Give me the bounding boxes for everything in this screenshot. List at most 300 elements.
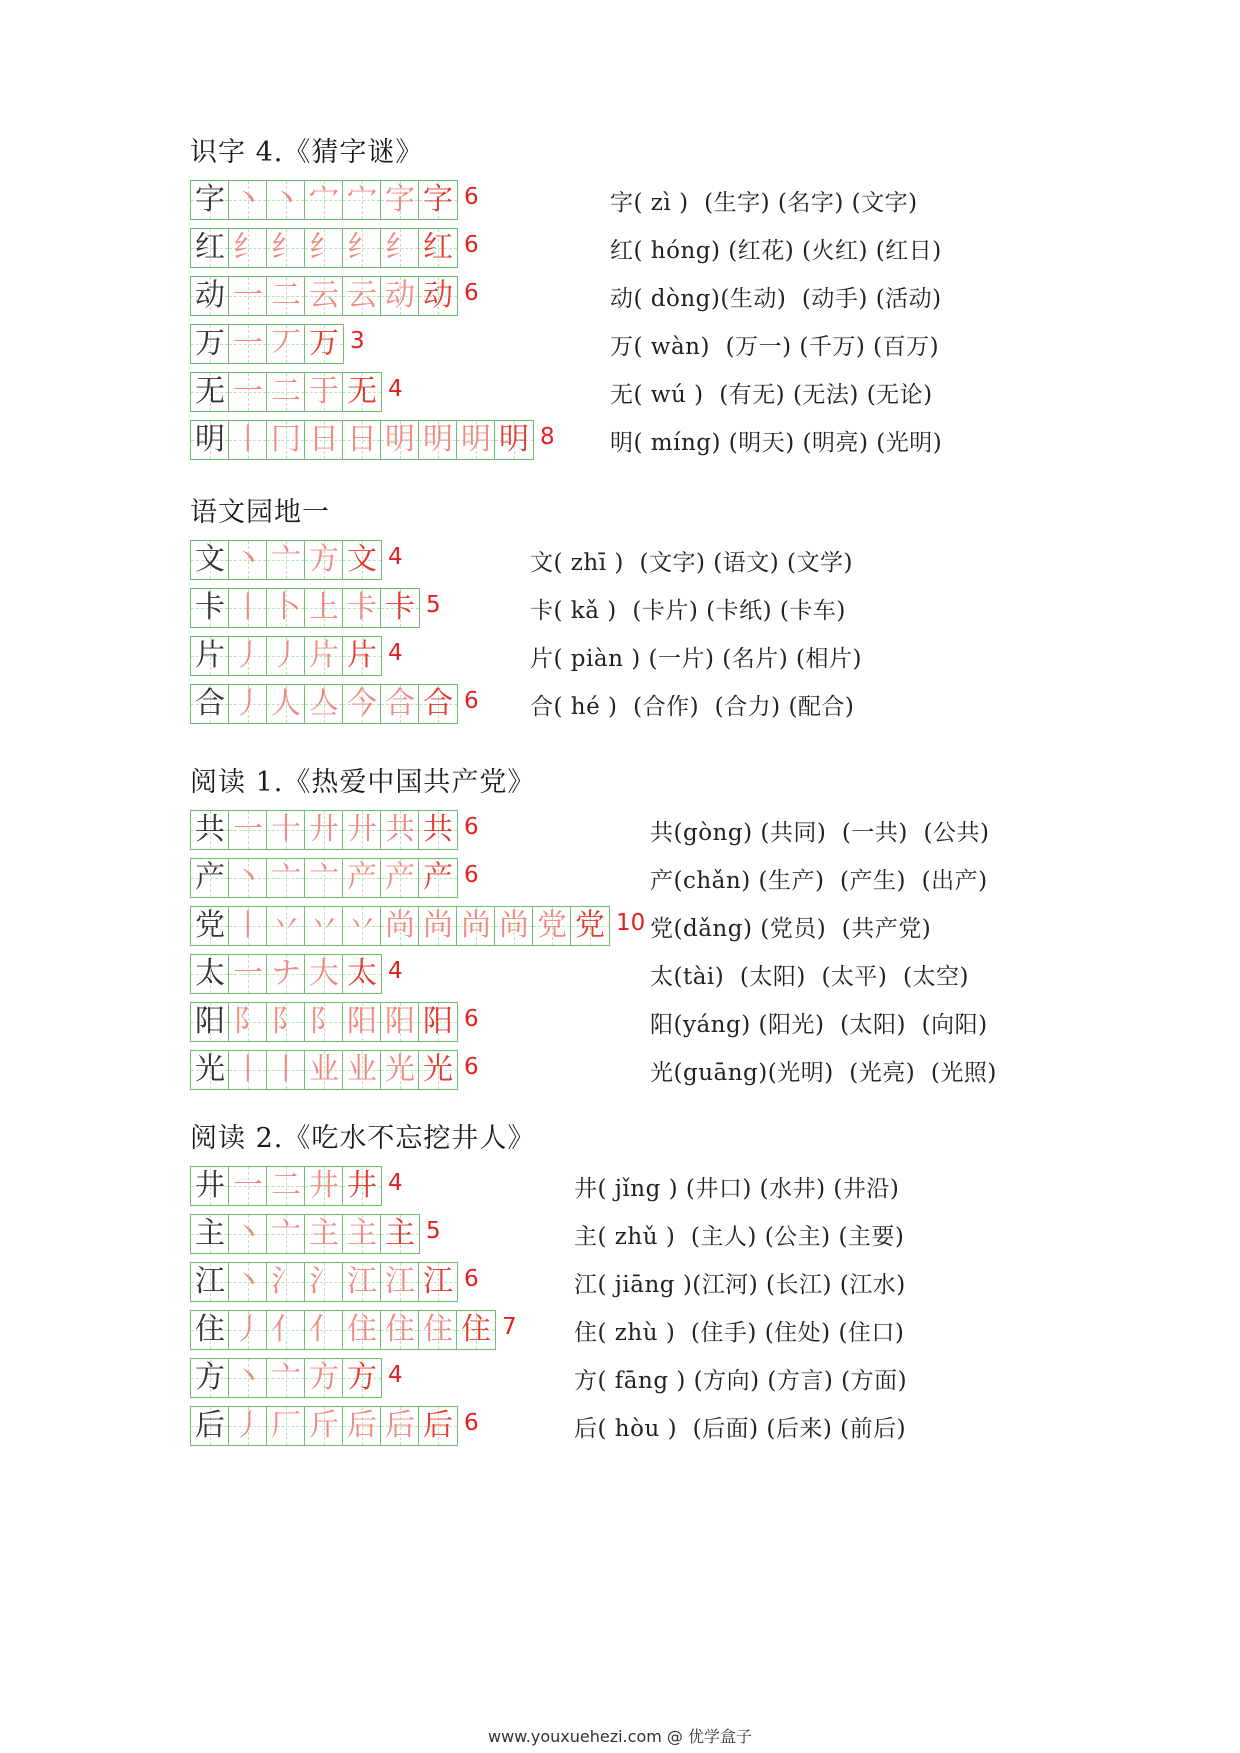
stroke-step: 纟 xyxy=(385,230,415,265)
stroke-cell xyxy=(305,541,343,579)
stroke-cell xyxy=(267,1359,305,1397)
stroke-step: 动 xyxy=(423,278,453,313)
stroke-cell xyxy=(229,421,267,459)
stroke-cell xyxy=(229,637,267,675)
stroke-step: 宀 xyxy=(347,182,377,217)
stroke-cell xyxy=(381,859,419,897)
main-character: 江 xyxy=(195,1264,225,1299)
tianzi-grid xyxy=(190,858,458,898)
tianzi-grid xyxy=(190,372,382,412)
stroke-cell xyxy=(305,1311,343,1349)
stroke-step: 纟 xyxy=(233,230,263,265)
pinyin-and-words: 产(chǎn) (生产) (产生) (出产) xyxy=(650,868,988,894)
stroke-cell xyxy=(305,811,343,849)
main-char-cell xyxy=(191,1167,229,1205)
main-char-cell xyxy=(191,277,229,315)
stroke-step: 江 xyxy=(347,1264,377,1299)
stroke-cell xyxy=(381,229,419,267)
tianzi-grid xyxy=(190,540,382,580)
main-char-cell xyxy=(191,421,229,459)
stroke-step: 主 xyxy=(385,1216,415,1251)
stroke-count: 3 xyxy=(350,328,365,354)
stroke-step: 党 xyxy=(575,908,605,943)
stroke-step: 二 xyxy=(271,1168,301,1203)
stroke-cell xyxy=(305,421,343,459)
tianzi-grid xyxy=(190,420,534,460)
stroke-step: 阳 xyxy=(385,1004,415,1039)
stroke-cell xyxy=(267,1311,305,1349)
stroke-cell xyxy=(305,859,343,897)
stroke-step: 丿 xyxy=(233,638,263,673)
stroke-cell xyxy=(267,907,305,945)
stroke-step: 后 xyxy=(347,1408,377,1443)
stroke-count: 6 xyxy=(464,184,479,210)
stroke-step: 丨 xyxy=(271,1052,301,1087)
stroke-cell xyxy=(267,541,305,579)
stroke-cell xyxy=(229,1359,267,1397)
stroke-step: 纟 xyxy=(309,230,339,265)
stroke-cell xyxy=(267,229,305,267)
stroke-count: 6 xyxy=(464,280,479,306)
main-character: 党 xyxy=(195,908,225,943)
stroke-cell xyxy=(229,811,267,849)
tianzi-grid xyxy=(190,324,344,364)
stroke-step: 红 xyxy=(423,230,453,265)
main-char-cell xyxy=(191,859,229,897)
stroke-cell xyxy=(267,181,305,219)
stroke-cell xyxy=(343,811,381,849)
stroke-cell xyxy=(267,859,305,897)
stroke-step: 光 xyxy=(423,1052,453,1087)
stroke-step: 大 xyxy=(309,956,339,991)
tianzi-grid xyxy=(190,1050,458,1090)
pinyin-and-words: 阳(yáng) (阳光) (太阳) (向阳) xyxy=(650,1012,988,1038)
stroke-cell xyxy=(343,181,381,219)
stroke-cell xyxy=(343,1215,381,1253)
main-character: 动 xyxy=(195,278,225,313)
pinyin-and-words: 无( wú ) (有无) (无法) (无论) xyxy=(610,382,933,408)
stroke-count: 5 xyxy=(426,1218,441,1244)
tianzi-grid xyxy=(190,588,420,628)
stroke-cell xyxy=(229,1167,267,1205)
stroke-cell xyxy=(267,1263,305,1301)
tianzi-grid xyxy=(190,636,382,676)
stroke-cell xyxy=(419,277,457,315)
stroke-step: 方 xyxy=(309,1360,339,1395)
stroke-cell xyxy=(229,1003,267,1041)
stroke-step: 住 xyxy=(385,1312,415,1347)
tianzi-grid xyxy=(190,228,458,268)
stroke-cell xyxy=(381,685,419,723)
tianzi-grid xyxy=(190,1214,420,1254)
stroke-step: 产 xyxy=(385,860,415,895)
stroke-count: 10 xyxy=(616,910,646,936)
stroke-step: 卜 xyxy=(271,590,301,625)
stroke-cell xyxy=(343,907,381,945)
stroke-step: 斤 xyxy=(309,1408,339,1443)
main-char-cell xyxy=(191,589,229,627)
tianzi-grid xyxy=(190,180,458,220)
stroke-step: 云 xyxy=(347,278,377,313)
stroke-cell xyxy=(267,325,305,363)
section-title: 阅读 1.《热爱中国共产党》 xyxy=(190,767,536,798)
stroke-step: 亻 xyxy=(309,1312,339,1347)
stroke-step: 无 xyxy=(347,374,377,409)
stroke-cell xyxy=(305,1407,343,1445)
stroke-cell xyxy=(419,229,457,267)
stroke-cell xyxy=(533,907,571,945)
stroke-count: 5 xyxy=(426,592,441,618)
stroke-step: 井 xyxy=(347,1168,377,1203)
stroke-cell xyxy=(267,811,305,849)
stroke-cell xyxy=(305,907,343,945)
stroke-cell xyxy=(419,859,457,897)
stroke-cell xyxy=(267,1051,305,1089)
stroke-step: 丷 xyxy=(271,908,301,943)
stroke-cell xyxy=(343,637,381,675)
stroke-cell xyxy=(229,277,267,315)
stroke-cell xyxy=(229,907,267,945)
stroke-cell xyxy=(419,685,457,723)
stroke-step: 丷 xyxy=(309,908,339,943)
stroke-step: 尚 xyxy=(385,908,415,943)
stroke-step: 丶 xyxy=(271,182,301,217)
main-char-cell xyxy=(191,1263,229,1301)
tianzi-grid xyxy=(190,954,382,994)
stroke-step: 阝 xyxy=(271,1004,301,1039)
stroke-step: 二 xyxy=(271,374,301,409)
stroke-step: 二 xyxy=(271,278,301,313)
stroke-cell xyxy=(305,373,343,411)
stroke-cell xyxy=(457,907,495,945)
main-char-cell xyxy=(191,637,229,675)
stroke-cell xyxy=(571,907,609,945)
main-char-cell xyxy=(191,1003,229,1041)
stroke-cell xyxy=(419,1263,457,1301)
stroke-cell xyxy=(305,589,343,627)
stroke-step: 丶 xyxy=(233,542,263,577)
main-char-cell xyxy=(191,955,229,993)
pinyin-and-words: 合( hé ) (合作) (合力) (配合) xyxy=(530,694,855,720)
main-character: 太 xyxy=(195,956,225,991)
stroke-cell xyxy=(381,1003,419,1041)
tianzi-grid xyxy=(190,1166,382,1206)
stroke-step: 一 xyxy=(233,326,263,361)
stroke-cell xyxy=(457,1311,495,1349)
main-character: 文 xyxy=(195,542,225,577)
stroke-cell xyxy=(305,325,343,363)
stroke-step: 日 xyxy=(347,422,377,457)
main-char-cell xyxy=(191,1051,229,1089)
stroke-cell xyxy=(343,277,381,315)
stroke-cell xyxy=(267,955,305,993)
stroke-step: 业 xyxy=(347,1052,377,1087)
stroke-cell xyxy=(305,229,343,267)
main-char-cell xyxy=(191,907,229,945)
stroke-step: 冂 xyxy=(271,422,301,457)
tianzi-grid xyxy=(190,1406,458,1446)
stroke-step: 今 xyxy=(347,686,377,721)
stroke-cell xyxy=(381,589,419,627)
stroke-step: 宀 xyxy=(309,182,339,217)
stroke-step: 阳 xyxy=(347,1004,377,1039)
stroke-cell xyxy=(381,421,419,459)
stroke-step: 亼 xyxy=(309,686,339,721)
pinyin-and-words: 住( zhù ) (住手) (住处) (住口) xyxy=(574,1320,905,1346)
stroke-cell xyxy=(381,907,419,945)
main-character: 方 xyxy=(195,1360,225,1395)
stroke-cell xyxy=(343,421,381,459)
stroke-cell xyxy=(381,1407,419,1445)
stroke-step: 亠 xyxy=(309,860,339,895)
stroke-cell xyxy=(343,685,381,723)
stroke-step: 产 xyxy=(423,860,453,895)
main-character: 共 xyxy=(195,812,225,847)
stroke-step: 尚 xyxy=(499,908,529,943)
stroke-step: 党 xyxy=(537,908,567,943)
pinyin-and-words: 片( piàn ) (一片) (名片) (相片) xyxy=(530,646,862,672)
stroke-cell xyxy=(267,421,305,459)
stroke-step: 共 xyxy=(423,812,453,847)
stroke-cell xyxy=(305,637,343,675)
stroke-step: 丶 xyxy=(233,1216,263,1251)
main-character: 卡 xyxy=(195,590,225,625)
stroke-cell xyxy=(343,1167,381,1205)
stroke-cell xyxy=(343,859,381,897)
pinyin-and-words: 方( fāng ) (方向) (方言) (方面) xyxy=(574,1368,908,1394)
main-character: 红 xyxy=(195,230,225,265)
pinyin-and-words: 文( zhī ) (文字) (语文) (文学) xyxy=(530,550,853,576)
stroke-step: 江 xyxy=(385,1264,415,1299)
stroke-cell xyxy=(343,541,381,579)
pinyin-and-words: 卡( kǎ ) (卡片) (卡纸) (卡车) xyxy=(530,598,846,624)
stroke-cell xyxy=(419,1003,457,1041)
stroke-step: 动 xyxy=(385,278,415,313)
main-character: 明 xyxy=(195,422,225,457)
stroke-step: 光 xyxy=(385,1052,415,1087)
stroke-cell xyxy=(381,181,419,219)
stroke-step: 厂 xyxy=(271,1408,301,1443)
stroke-cell xyxy=(381,1311,419,1349)
stroke-count: 4 xyxy=(388,376,403,402)
tianzi-grid xyxy=(190,1358,382,1398)
stroke-cell xyxy=(229,229,267,267)
main-char-cell xyxy=(191,685,229,723)
main-character: 主 xyxy=(195,1216,225,1251)
main-char-cell xyxy=(191,1407,229,1445)
stroke-cell xyxy=(267,277,305,315)
stroke-step: 一 xyxy=(233,812,263,847)
stroke-cell xyxy=(343,1003,381,1041)
stroke-cell xyxy=(229,373,267,411)
stroke-cell xyxy=(229,1215,267,1253)
stroke-step: 丨 xyxy=(233,422,263,457)
stroke-step: 上 xyxy=(309,590,339,625)
stroke-step: ナ xyxy=(271,956,301,991)
stroke-step: 于 xyxy=(309,374,339,409)
stroke-step: 万 xyxy=(309,326,339,361)
pinyin-and-words: 党(dǎng) (党员) (共产党) xyxy=(650,916,932,942)
stroke-step: 纟 xyxy=(347,230,377,265)
stroke-step: 一 xyxy=(233,374,263,409)
stroke-step: 一 xyxy=(233,278,263,313)
main-char-cell xyxy=(191,229,229,267)
stroke-step: 明 xyxy=(385,422,415,457)
stroke-cell xyxy=(343,1407,381,1445)
tianzi-grid xyxy=(190,684,458,724)
section-title: 阅读 2.《吃水不忘挖井人》 xyxy=(190,1123,536,1154)
stroke-step: 丶 xyxy=(233,860,263,895)
stroke-step: 住 xyxy=(347,1312,377,1347)
pinyin-and-words: 字( zì ) (生字) (名字) (文字) xyxy=(610,190,918,216)
stroke-cell xyxy=(305,685,343,723)
pinyin-and-words: 太(tài) (太阳) (太平) (太空) xyxy=(650,964,969,990)
stroke-step: 方 xyxy=(347,1360,377,1395)
stroke-cell xyxy=(305,277,343,315)
stroke-cell xyxy=(343,1311,381,1349)
stroke-step: 业 xyxy=(309,1052,339,1087)
stroke-step: 产 xyxy=(347,860,377,895)
pinyin-and-words: 共(gòng) (共同) (一共) (公共) xyxy=(650,820,990,846)
stroke-step: 住 xyxy=(423,1312,453,1347)
stroke-cell xyxy=(267,373,305,411)
main-character: 产 xyxy=(195,860,225,895)
stroke-count: 4 xyxy=(388,544,403,570)
stroke-step: 丨 xyxy=(233,590,263,625)
stroke-cell xyxy=(305,1215,343,1253)
stroke-step: 廾 xyxy=(347,812,377,847)
stroke-step: 阳 xyxy=(423,1004,453,1039)
stroke-cell xyxy=(343,229,381,267)
stroke-step: 主 xyxy=(347,1216,377,1251)
main-char-cell xyxy=(191,1215,229,1253)
stroke-cell xyxy=(229,541,267,579)
stroke-cell xyxy=(343,1263,381,1301)
stroke-cell xyxy=(305,1359,343,1397)
main-character: 无 xyxy=(195,374,225,409)
stroke-step: 人 xyxy=(271,686,301,721)
stroke-step: 合 xyxy=(385,686,415,721)
stroke-step: 亠 xyxy=(271,542,301,577)
stroke-step: 丷 xyxy=(347,908,377,943)
stroke-cell xyxy=(419,907,457,945)
stroke-cell xyxy=(229,859,267,897)
stroke-step: 丶 xyxy=(233,1360,263,1395)
stroke-cell xyxy=(305,955,343,993)
stroke-step: 亠 xyxy=(271,860,301,895)
pinyin-and-words: 主( zhǔ ) (主人) (公主) (主要) xyxy=(574,1224,905,1250)
stroke-step: 亻 xyxy=(271,1312,301,1347)
stroke-step: 字 xyxy=(423,182,453,217)
stroke-step: 丿 xyxy=(233,686,263,721)
stroke-count: 6 xyxy=(464,1266,479,1292)
stroke-count: 4 xyxy=(388,1362,403,1388)
stroke-step: 丿 xyxy=(271,638,301,673)
pinyin-and-words: 江( jiāng )(江河) (长江) (江水) xyxy=(574,1272,906,1298)
stroke-count: 6 xyxy=(464,232,479,258)
stroke-count: 6 xyxy=(464,688,479,714)
stroke-step: 云 xyxy=(309,278,339,313)
pinyin-and-words: 动( dòng)(生动) (动手) (活动) xyxy=(610,286,942,312)
stroke-cell xyxy=(419,421,457,459)
stroke-cell xyxy=(229,181,267,219)
stroke-step: 阝 xyxy=(309,1004,339,1039)
stroke-count: 6 xyxy=(464,862,479,888)
stroke-step: 主 xyxy=(309,1216,339,1251)
stroke-cell xyxy=(305,1003,343,1041)
stroke-step: 亠 xyxy=(271,1216,301,1251)
main-character: 万 xyxy=(195,326,225,361)
stroke-cell xyxy=(229,685,267,723)
stroke-cell xyxy=(229,589,267,627)
stroke-step: 太 xyxy=(347,956,377,991)
stroke-cell xyxy=(381,811,419,849)
main-character: 片 xyxy=(195,638,225,673)
stroke-step: 尚 xyxy=(423,908,453,943)
stroke-cell xyxy=(267,1167,305,1205)
stroke-cell xyxy=(419,1407,457,1445)
stroke-cell xyxy=(229,325,267,363)
stroke-step: 后 xyxy=(385,1408,415,1443)
stroke-count: 6 xyxy=(464,1410,479,1436)
main-char-cell xyxy=(191,325,229,363)
stroke-step: 十 xyxy=(271,812,301,847)
stroke-step: 字 xyxy=(385,182,415,217)
stroke-step: 氵 xyxy=(271,1264,301,1299)
stroke-count: 6 xyxy=(464,814,479,840)
stroke-step: 卡 xyxy=(385,590,415,625)
stroke-step: 丿 xyxy=(233,1408,263,1443)
stroke-step: 丿 xyxy=(233,1312,263,1347)
main-character: 光 xyxy=(195,1052,225,1087)
stroke-step: 井 xyxy=(309,1168,339,1203)
stroke-count: 7 xyxy=(502,1314,517,1340)
stroke-count: 6 xyxy=(464,1006,479,1032)
pinyin-and-words: 井( jǐng ) (井口) (水井) (井沿) xyxy=(574,1176,900,1202)
stroke-cell xyxy=(495,421,533,459)
stroke-cell xyxy=(419,811,457,849)
stroke-step: 丶 xyxy=(233,1264,263,1299)
stroke-step: 方 xyxy=(309,542,339,577)
stroke-step: 丆 xyxy=(271,326,301,361)
stroke-count: 8 xyxy=(540,424,555,450)
stroke-cell xyxy=(381,1051,419,1089)
stroke-step: 纟 xyxy=(271,230,301,265)
stroke-cell xyxy=(381,277,419,315)
tianzi-grid xyxy=(190,276,458,316)
stroke-cell xyxy=(267,637,305,675)
stroke-step: 合 xyxy=(423,686,453,721)
main-char-cell xyxy=(191,541,229,579)
stroke-cell xyxy=(229,1051,267,1089)
footer-watermark: www.youxuehezi.com @ 优学盒子 xyxy=(488,1727,752,1746)
stroke-cell xyxy=(343,955,381,993)
stroke-cell xyxy=(305,1051,343,1089)
stroke-cell xyxy=(229,1263,267,1301)
pinyin-and-words: 万( wàn) (万一) (千万) (百万) xyxy=(610,334,940,360)
stroke-cell xyxy=(419,181,457,219)
main-character: 住 xyxy=(195,1312,225,1347)
pinyin-and-words: 光(guāng)(光明) (光亮) (光照) xyxy=(650,1060,997,1086)
stroke-cell xyxy=(343,1051,381,1089)
stroke-cell xyxy=(267,1215,305,1253)
main-character: 后 xyxy=(195,1408,225,1443)
pinyin-and-words: 明( míng) (明天) (明亮) (光明) xyxy=(610,430,943,456)
stroke-step: 丶 xyxy=(233,182,263,217)
stroke-cell xyxy=(381,1215,419,1253)
stroke-step: 一 xyxy=(233,956,263,991)
main-char-cell xyxy=(191,1359,229,1397)
